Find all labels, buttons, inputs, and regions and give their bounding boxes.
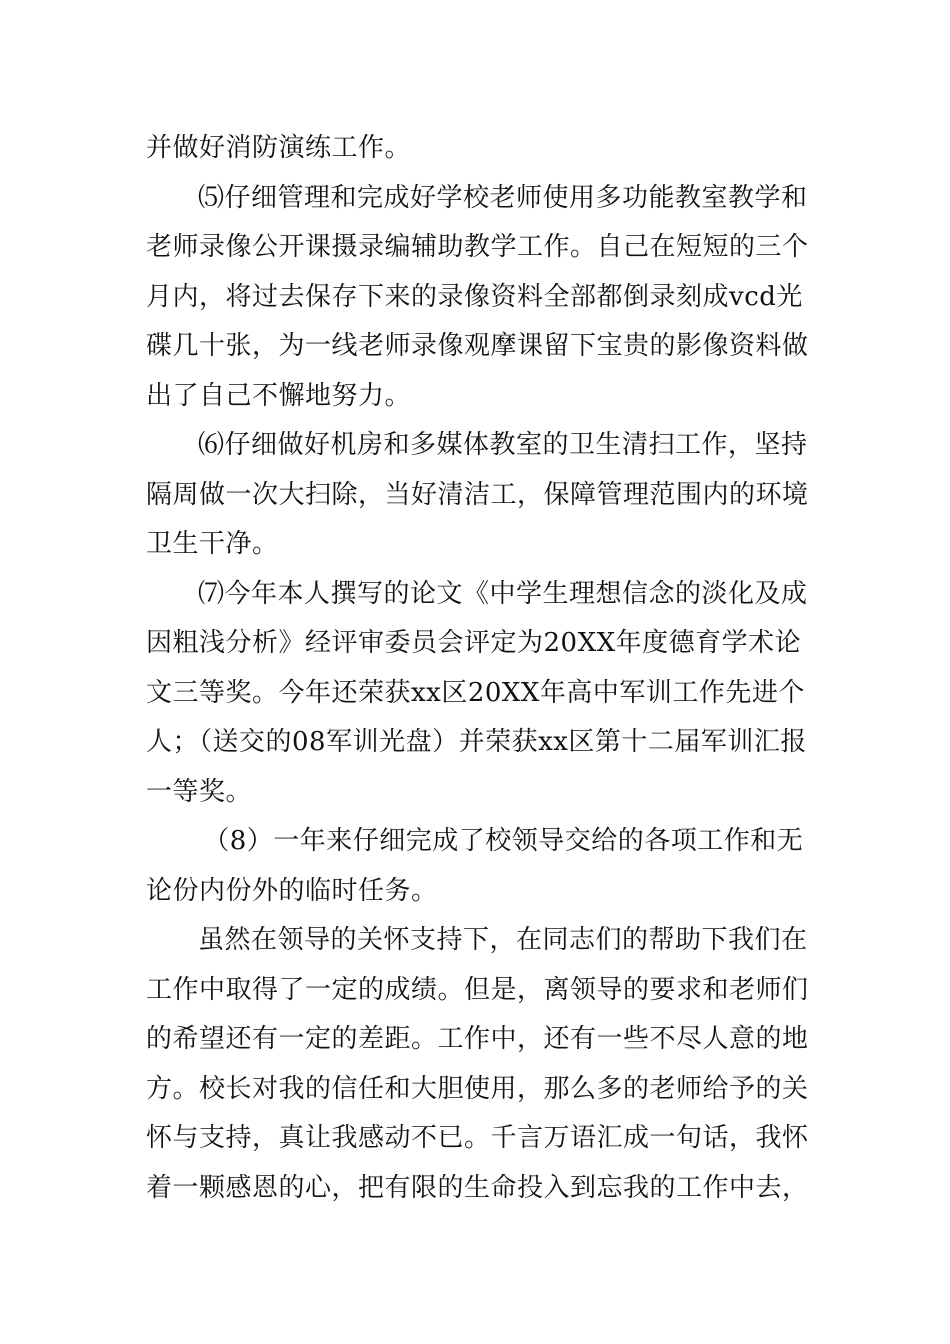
paragraph-continuation: 并做好消防演练工作。 [146,133,412,163]
paragraph-item-6: ⑹仔细做好机房和多媒体教室的卫生清扫工作，坚持隔周做一次大扫除，当好清洁工，保障管理范围内的环境卫生干净。 [146,430,809,559]
paragraph-summary: 虽然在领导的关怀支持下，在同志们的帮助下我们在工作中取得了一定的成绩。但是，离领导的要求和老师们的希望还有一定的差距。工作中，还有一些不尽人意的地方。校长对我的信任和大胆使用，那么多的老师给予的关怀与支持，真让我感动不已。千言万语汇成一句话，我怀着一颗感恩的心，把有限的生命投入到忘我的工作中去， [146,925,809,1203]
paragraph-item-7: ⑺今年本人撰写的论文《中学生理想信念的淡化及成因粗浅分析》经评审委员会评定为20XX年度德育学术论文三等奖。今年还荣获xx区20XX年高中军训工作先进个人；（送交的08军训光盘）并荣获xx区第十二届军训汇报一等奖。 [146,578,808,807]
paragraph-item-5: ⑸仔细管理和完成好学校老师使用多功能教室教学和老师录像公开课摄录编辅助教学工作。自己在短短的三个月内，将过去保存下来的录像资料全部都倒录刻成vcd光碟几十张，为一线老师录像观摩课留下宝贵的影像资料做出了自己不懈地努力。 [146,182,809,411]
document-body [146,124,810,1213]
paragraph-item-8: （8）一年来仔细完成了校领导交给的各项工作和无论份内份外的临时任务。 [146,826,804,906]
